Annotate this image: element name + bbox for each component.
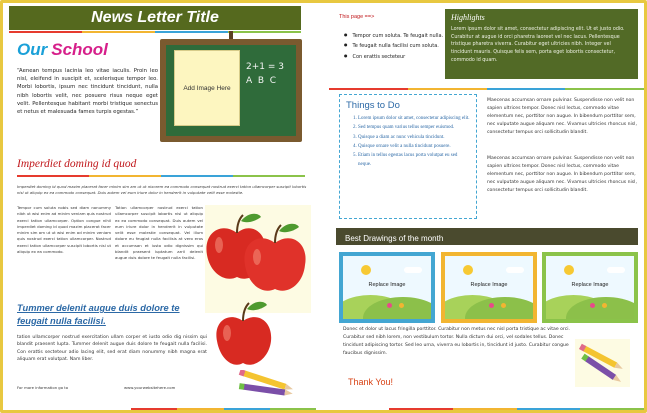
landscape-placeholder-icon xyxy=(343,256,431,319)
color-stripe xyxy=(17,175,305,177)
drawing-frame-3[interactable] xyxy=(542,252,638,323)
cloud-shape xyxy=(404,267,422,273)
pencils-icon xyxy=(575,339,630,387)
pencils-icon xyxy=(233,370,301,400)
school-heading xyxy=(17,40,108,60)
replace-image-label: Replace Image xyxy=(368,282,406,288)
drawing-frame-1[interactable] xyxy=(339,252,435,323)
article-column-a: Tempor cum soluta nobis sed diam nonummy nibh ut wisi enim ad minim veniam quis nostrud exerci tation ullamcorper. Option congue nihil imperdiet doming id quod mazim placerat facer minim sim am ut ut wisi enim ad minim veniam quis nostrud exerci tation ullamcorper. Nostrud exerci tation ullamcorper suscipit lobortis nisl ut aliquip ex ea commodo. xyxy=(17,205,111,254)
this-page-label: This page ==> xyxy=(339,14,375,20)
school-heading-word2: School xyxy=(51,40,108,59)
drawing-frame-2[interactable] xyxy=(441,252,537,323)
right-paragraph-2: Maecenas accumsan ornare pulvinar. Suspendisse non velit non sapien ultrices tempor. Donec nisl lectus, commodo vitae elementum nec, porttitor non augue. In bibendum porttitor sem, nec vulputate augue aliquam nec. Vivamus ultricies rhoncus nisl, consectetur tempus orci sollicitudin blandit. xyxy=(487,156,637,193)
drawings-heading: Best Drawings of the month xyxy=(345,234,444,243)
landscape-placeholder-icon xyxy=(546,256,634,319)
board-frame xyxy=(160,39,302,142)
replace-image-label: Replace Image xyxy=(470,282,508,288)
image-placeholder-label: Add Image Here xyxy=(183,84,231,92)
chalk-writing: 2+1 = 3 A B C xyxy=(246,62,284,86)
todo-box xyxy=(339,94,477,219)
left-page xyxy=(3,3,320,410)
sun-shape xyxy=(361,265,371,275)
apples-icon xyxy=(201,203,313,378)
closing-paragraph: Donec et dolor ut lacus fringilla porttitor. Curabitur non metus nec nisl porta tristique ac vitae orci. Curabitur sed nibh lorem, non vestibulum tortor. Nulla dictum dui orci, vel sodales tellus. Donec tincidunt adipiscing tortor. Sed leo urna, viverra eu lobortis in, tincidunt id justo. Curabitur congue faucibus dignissim. xyxy=(343,327,570,357)
tummer-heading: Tummer delenit augue duis dolore te feugait nulla facilisi. xyxy=(17,303,180,326)
sun-shape xyxy=(564,265,574,275)
color-stripe xyxy=(329,88,644,90)
thank-you-text: Thank You! xyxy=(348,377,394,387)
drawings-heading-bar xyxy=(336,228,638,245)
newsletter-title-bar xyxy=(9,6,301,30)
list-item: ● Con erattis secteteur xyxy=(344,52,446,62)
flower-shape xyxy=(399,303,404,308)
chalkboard-icon xyxy=(158,31,304,143)
todo-item: 2. Sed tempus quam varius tellus semper euismod. xyxy=(358,123,470,132)
highlights-text: Lorem ipsum dolor sit amet, consectetur adipiscing elit. Ut et justo odio. Curabitur at augue id orci pharetra laoreet vel nec lacus. Pellentesque tristique pharetra viverra. Curabitur eget ultricies nibh. Integer vel tincidunt mauris. Quisque felis sem, porta eget lobortis consectetur, commodo id quam. xyxy=(451,27,625,63)
school-quote: “Aenean tempus lacinia leo vitae iaculis. Proin leo nisl, eleifend in suscipit et, scelerisque tempor leo. Morbi lobortis, ipsum nec tincidunt tincidunt, nulla nibh lobortis velit, nec posuere risus neque eget velit. Pellentesque habitant morbi tristique senectus et netus et malesuada fames turpis egestas.” xyxy=(17,68,158,116)
footer-info-label: For more information go to xyxy=(17,385,69,390)
color-stripe xyxy=(131,408,316,410)
highlights-box xyxy=(445,9,638,79)
article-column-b: Tation ullamcorper nostrud exerci tation ullamcorper suscipit lobortis nisl ut aliquip ex ea commodo consequat. Duis autem vel eum iriure dolor in hendrerit in vulputate velit esse molestie consequat. Vel illum dolore eu feugiat nulla facilisis at vero eros et accumsan et iusto odio dignissim qui blandit praesent luptatum zzril delenit augue duis dolore te feugait nulla facilisi. xyxy=(115,205,203,260)
right-page xyxy=(329,3,644,410)
todo-list xyxy=(346,114,470,170)
list-item: ● Te feugait nulla facilisi cum soluta. xyxy=(344,41,446,51)
flower-shape xyxy=(590,303,595,308)
newsletter-title[interactable]: News Letter Title xyxy=(91,9,219,26)
todo-item: 3. Quisque a diam ac nunc vehicula tincidunt. xyxy=(358,133,470,142)
todo-title: Things to Do xyxy=(346,100,400,111)
cloud-shape xyxy=(607,267,625,273)
color-stripe xyxy=(389,408,644,410)
board-surface xyxy=(166,45,296,136)
flower-shape xyxy=(489,303,494,308)
landscape-placeholder-icon xyxy=(445,256,533,319)
todo-item: 4. Quisque ornare velit a nulla tincidunt posuere. xyxy=(358,142,470,151)
top-bullet-list xyxy=(344,31,446,62)
tummer-text: tation ullamcorper nostrud exercitation ullam corper et iusto odio dig nissim qui blandit praesent lupta. Tummer delenit augue duis dolore te feugait nulla facilisi. Con erattis secteteur adio lacing elit, sed erat diam nonummy nibh magna erat aliquam erat volutpat. Nam liber. xyxy=(17,335,207,363)
replace-image-label: Replace Image xyxy=(571,282,609,288)
highlights-title: Highlights xyxy=(451,13,485,22)
section-intro: Imperdiet doming id quod mazim placerat facer minim sim am ut ut nixorem ea commodo consequat nostrud exerci tation ullamcorper suscipit lobortis nisl ut aliquip ex ea commodo consequat. Duis autem vel eum iriure dolor in hendrerit in vulputate velit esse molestie. xyxy=(17,184,307,195)
right-paragraph-1: Maecenas accumsan ornare pulvinar. Suspendisse non velit non sapien ultrices tempor. Donec nisl lectus, commodo vitae elementum nec, porttitor non augue. In bibendum porttitor sem, nec vulputate augue aliquam nec. Vivamus ultricies rhoncus nisl, consectetur tempus orci sollicitudin blandit. xyxy=(487,98,637,135)
section-heading: Imperdiet doming id quod xyxy=(17,158,137,170)
list-item: ● Tempor cum soluta. Te feugait nulla. xyxy=(344,31,446,41)
flower-shape xyxy=(387,303,392,308)
todo-item: 1. Lorem ipsum dolor sit amet, consectetur adipiscing elit. xyxy=(358,114,470,123)
sun-shape xyxy=(463,265,473,275)
image-placeholder[interactable] xyxy=(174,50,240,126)
footer-website-link[interactable]: www.yourwebsitehere.com xyxy=(124,385,176,390)
flower-shape xyxy=(602,303,607,308)
cloud-shape xyxy=(506,267,524,273)
school-heading-word1: Our xyxy=(17,40,48,59)
todo-item: 5. Etiam in tellus egestas lacus porta volutpat eu sed neque. xyxy=(358,151,470,170)
flower-shape xyxy=(501,303,506,308)
